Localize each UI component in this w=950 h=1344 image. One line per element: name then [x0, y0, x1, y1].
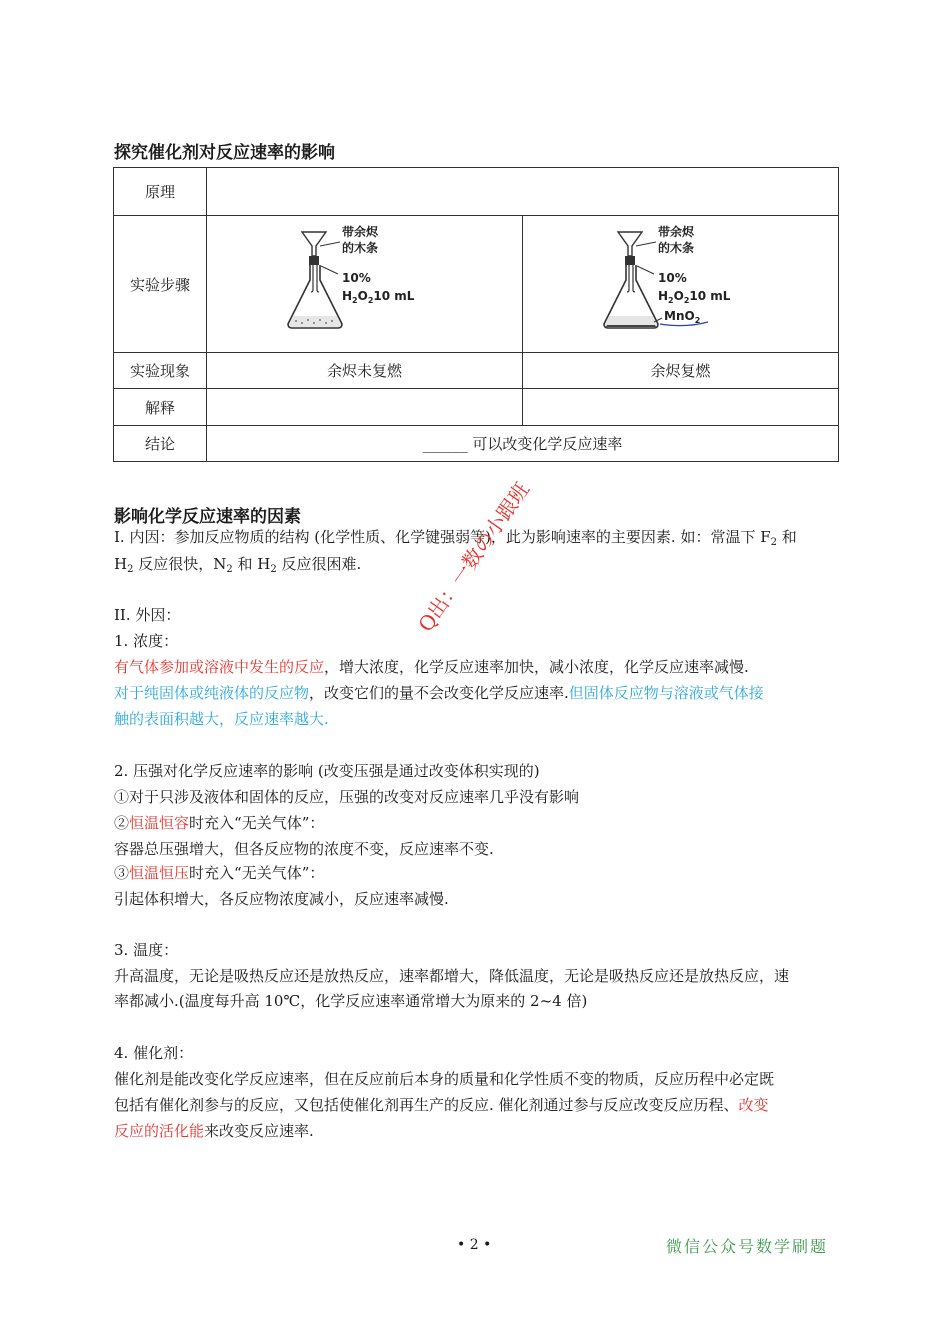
page-number: • 2 •: [457, 1237, 492, 1253]
splint-label-line1: 带余烬: [657, 225, 694, 239]
temperature-title: 3. 温度：: [114, 941, 179, 959]
catalyst-line3: 反应的活化能来改变反应速率.: [114, 1122, 314, 1140]
phenomenon-right: 余烬复燃: [523, 353, 839, 389]
steps-right-cell: [523, 216, 839, 353]
concentration-label: 10%: [341, 271, 371, 285]
pressure-line2: ②恒温恒容时充入“无关气体”：: [114, 814, 325, 832]
phenomenon-left: 余烬未复燃: [207, 353, 523, 389]
internal-factor-line2: $H_2$ 反应很快，$N_2$ 和 $H_2$ 反应很困难.: [114, 555, 362, 575]
internal-factor-line1: I. 内因：参加反应物质的结构 (化学性质、化学键强弱等)，此为影响速率的主要因素. 如：常温下 $F_2$ 和: [114, 528, 797, 548]
pressure-title: 2. 压强对化学反应速率的影响 (改变压强是通过改变体积实现的): [114, 762, 540, 780]
principle-cell: [207, 168, 839, 216]
row-label-conclusion: 结论: [114, 426, 207, 462]
row-label-phenomenon: 实验现象: [114, 353, 207, 389]
pressure-line5: 引起体积增大，各反应物浓度减小，反应速率减慢.: [114, 890, 449, 908]
pressure-line4: ③恒温恒压时充入“无关气体”：: [114, 864, 325, 882]
concentration-label: 10%: [657, 271, 687, 285]
explanation-left: [207, 389, 523, 426]
flask-diagram-with-catalyst: [596, 222, 766, 342]
concentration-line1: 有气体参加或溶液中发生的反应，增大浓度，化学反应速率加快，减小浓度，化学反应速率减慢.: [114, 658, 749, 676]
pressure-line1: ①对于只涉及液体和固体的反应，压强的改变对反应速率几乎没有影响: [114, 788, 580, 806]
temperature-line2: 率都减小.(温度每升高 10℃，化学反应速率通常增大为原来的 2~4 倍): [114, 992, 588, 1010]
splint-label-line2: 的木条: [657, 241, 694, 255]
steps-left-cell: [207, 216, 523, 353]
table-row-phenomenon: [114, 353, 839, 389]
section-title-rate-factors: 影响化学反应速率的因素: [114, 507, 301, 527]
catalyst-label: MnO$_2$: [663, 309, 700, 325]
concentration-title: 1. 浓度：: [114, 632, 179, 650]
external-factors-title: II. 外因：: [114, 606, 181, 624]
pressure-line3: 容器总压强增大，但各反应物的浓度不变，反应速率不变.: [114, 840, 494, 858]
catalyst-line2: 包括有催化剂参与的反应，又包括使催化剂再生产的反应. 催化剂通过参与反应改变反应历程、改变: [114, 1096, 769, 1114]
explanation-right: [523, 389, 839, 426]
splint-label-line2: 的木条: [341, 241, 378, 255]
reagent-label: $H_2O_210$ mL: [657, 289, 730, 305]
experiment-table: [113, 167, 839, 462]
conclusion-text: 可以改变化学反应速率: [467, 435, 623, 453]
concentration-line2: 对于纯固体或纯液体的反应物，改变它们的量不会改变化学反应速率.但固体反应物与溶液或气体接: [114, 684, 764, 702]
table-row-principle: [114, 168, 839, 216]
splint-label-line1: 带余烬: [341, 225, 378, 239]
row-label-principle: 原理: [114, 168, 207, 216]
reagent-label: $H_2O_210$ mL: [341, 289, 414, 305]
flask-diagram-without-catalyst: [280, 222, 450, 342]
conclusion-cell: [207, 426, 839, 462]
table-row-explanation: [114, 389, 839, 426]
footer-brand: 微信公众号数学刷题: [666, 1237, 829, 1256]
section-title-catalyst-experiment: 探究催化剂对反应速率的影响: [114, 143, 335, 163]
table-row-conclusion: [114, 426, 839, 462]
concentration-line3: 触的表面积越大，反应速率越大.: [114, 710, 329, 728]
catalyst-line1: 催化剂是能改变化学反应速率，但在反应前后本身的质量和化学性质不变的物质，反应历程中必定既: [114, 1070, 775, 1088]
row-label-explanation: 解释: [114, 389, 207, 426]
table-row-steps: [114, 216, 839, 353]
conclusion-blank: ______: [422, 435, 468, 453]
catalyst-title: 4. 催化剂：: [114, 1044, 194, 1062]
temperature-line1: 升高温度，无论是吸热反应还是放热反应，速率都增大，降低温度，无论是吸热反应还是放热反应，速: [114, 967, 790, 985]
watermark-text: Q出：一数の小跟班: [413, 477, 535, 637]
row-label-steps: 实验步骤: [114, 216, 207, 353]
